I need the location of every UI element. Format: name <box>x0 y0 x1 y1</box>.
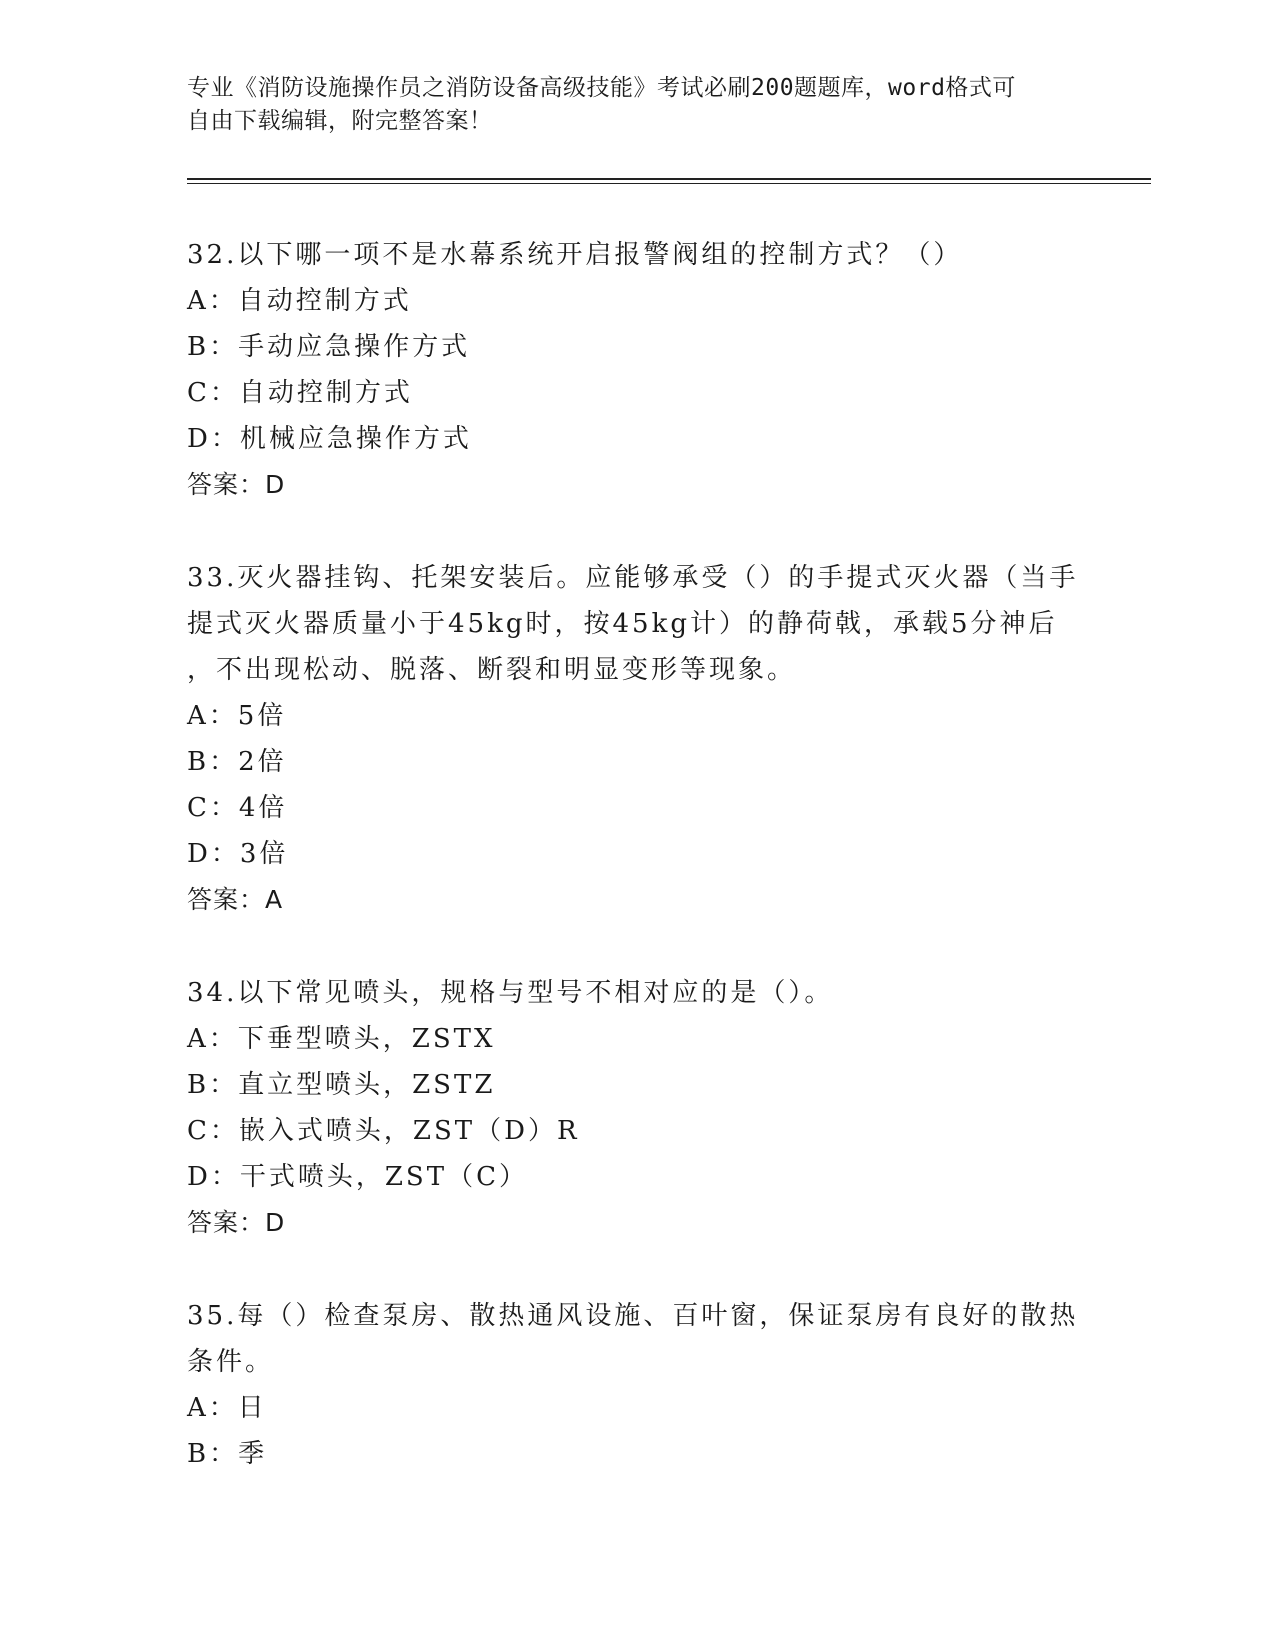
option-c: C：嵌入式喷头，ZST（D）R <box>187 1116 580 1146</box>
option-d: D：机械应急操作方式 <box>187 424 472 454</box>
header-line-2: 自由下载编辑，附完整答案！ <box>187 108 493 134</box>
answer-line: 答案：D <box>187 470 286 499</box>
question-stem-line-1: 35.每（）检查泵房、散热通风设施、百叶窗，保证泵房有良好的散热 <box>187 1301 1079 1331</box>
question-32 <box>187 232 1087 508</box>
option-a: A：5倍 <box>187 701 287 731</box>
option-b: B：季 <box>187 1439 268 1469</box>
question-stem-line-2: 条件。 <box>187 1347 275 1377</box>
option-b: B：手动应急操作方式 <box>187 332 471 362</box>
question-stem-line-3: ，不出现松动、脱落、断裂和明显变形等现象。 <box>187 655 797 685</box>
option-a: A：自动控制方式 <box>187 286 412 316</box>
question-stem-line-2: 提式灭火器质量小于45kg时，按45kg计）的静荷戟，承载5分神后 <box>187 609 1058 639</box>
header-line-1: 专业《消防设施操作员之消防设备高级技能》考试必刷200题题库，word格式可 <box>187 75 1016 101</box>
question-stem-line-1: 33.灭火器挂钩、托架安装后。应能够承受（）的手提式灭火器（当手 <box>187 563 1079 593</box>
question-stem: 32.以下哪一项不是水幕系统开启报警阀组的控制方式？（） <box>187 240 963 270</box>
question-34 <box>187 970 1087 1246</box>
option-a: A：日 <box>187 1393 267 1423</box>
question-list <box>187 232 1087 1524</box>
document-header <box>187 72 1087 138</box>
option-c: C：自动控制方式 <box>187 378 413 408</box>
option-c: C：4倍 <box>187 793 288 823</box>
question-33 <box>187 555 1087 923</box>
option-d: D：干式喷头，ZST（C） <box>187 1162 528 1192</box>
option-a: A：下垂型喷头，ZSTX <box>187 1024 496 1054</box>
header-divider-thin <box>187 183 1151 184</box>
header-divider-thick <box>187 178 1151 180</box>
answer-line: 答案：D <box>187 1208 286 1237</box>
answer-line: 答案：A <box>187 885 284 914</box>
option-b: B：2倍 <box>187 747 287 777</box>
option-d: D：3倍 <box>187 839 289 869</box>
question-35 <box>187 1293 1087 1477</box>
option-b: B：直立型喷头，ZSTZ <box>187 1070 496 1100</box>
question-stem: 34.以下常见喷头，规格与型号不相对应的是（）。 <box>187 978 834 1008</box>
